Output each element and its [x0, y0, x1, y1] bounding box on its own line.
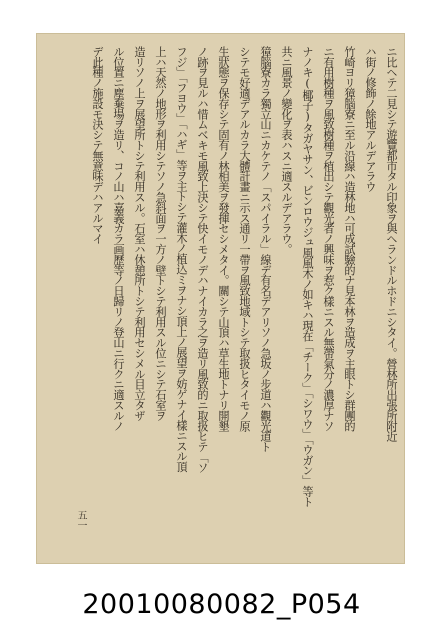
page-number: 五一 — [75, 510, 86, 530]
text-line: 造リソノ上ヲ展望所トシテ利用スル。石室ハ休憩所トシテ利用セシメル目立タザ — [133, 46, 146, 421]
text-line: シテモ好適デアルカラ大體計畫ニ示ス通リ一帶ヲ風致地域トシテ取扱ヒタイモノ原 — [238, 46, 251, 431]
text-line: 共ニ風景ノ變化ヲ表ハスニ適スルデアラウ。 — [280, 46, 293, 255]
text-line: 獐腦寮カラ獨立山ニカケテノ「スパイラル」線デ有名デアリソノ急坂ノ步道ハ觀光道ト — [259, 46, 272, 452]
vertical-text-block — [76, 46, 406, 506]
image-caption: 20010080082_P054 — [82, 589, 361, 620]
text-line: 生狀態ヲ保存シテ固有ノ林相美ヲ發揮セシメタイ。關シテ山頂ハ草生地トナリ開墾 — [217, 46, 230, 431]
text-line: ル位置ニ塵棄場ヲ造リ、コノ山ハ嘉義カラ画歷等ノ日歸リノ登山ニ行クニ適スルノ — [112, 46, 125, 431]
text-line: 竹崎ヨリ獐腦寮ニ至ル沿線ハ造林地ハ可成試驗的ナ見本林ヲ造成ヲ主眼トシ群團的 — [343, 46, 356, 431]
text-line: ニ比ヘテ二見シテ遊覽都市タル印象ヲ與ヘランドルホドニシタイ。營林所出張所附近 — [385, 46, 398, 442]
text-line: ノ跡ヲ見ルハ惜ムベキモ風致上決シテ快イモノデハナイカラ之ヲ造リ風致的ニ取扱ヒテ「ソ — [196, 46, 209, 473]
text-line: 上ハ天然ノ地形ヲ利用シテソノ急斜面ヲ一方ノ壁トシテ利用スル位ニシテ石室ヲ — [154, 46, 167, 421]
text-line: ハ街ノ修飾ノ餘地アルデアラウ — [364, 46, 377, 192]
text-line: フジ」「フヨウ」「ハギ」等ヲ主トシテ灌木ノ植込ミヲナシ頂上ノ展望ヲ妨ゲナイ樣ニスル頂 — [175, 46, 188, 472]
text-line: ナノキ(椰子)タガヤサン、ビンロウジュ風風木ノ如キハ現在「チーク」「シワウ」「ウガン」等ト — [301, 46, 314, 507]
text-line: ニ有用樹種ヲ風致樹種ヲ植出シテ觀光者ノ興味ヲ惹ク樣ニスル無帶氣分ノ濃厚ナソ — [322, 46, 335, 431]
text-line: デ此種ノ施設モ決シテ無意味デハアルマイ — [91, 46, 104, 244]
